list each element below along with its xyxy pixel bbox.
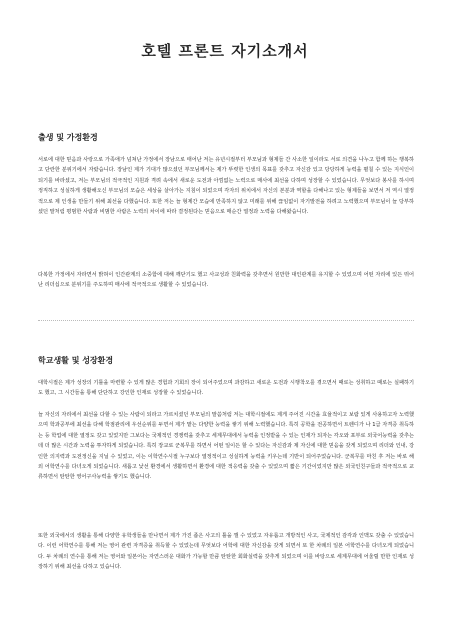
section-divider bbox=[38, 320, 414, 321]
section-paragraph: 늘 자신의 자리에서 최선을 다할 수 있는 사람이 되라고 가르치셨던 부모님의 말씀처럼 저는 대학시절에도 제게 주어진 시간을 효율적이고 보람 있게 사용하고자 노력했으며 학과공부에 최선을 다해 학점관리에 우선순위를 두면서 제가 맡는 다양한 능력을 쌓기 위해 노력했습니다. 특히 공학을 전공하면서 트렌디가 나 1급 자격증 취득하는 등 학업에 대한 열정도 갖고 있었지만 그보다는 국제적인 경쟁력을 갖추고 세계무대에서 능력을 인정받을 수 있는 인재가 되자는 각오와 포부로 외국어능력을 갖추는데 더 많은 시간과 노력을 투자하게 되었습니다. 특히 장교로 군복무를 하면서 어떤 일이든 할 수 있다는 자신감과 제 자신에 대한 믿음을 갖게 되었으며 리더와 인내, 강인한 의지력과 도전정신을 지닐 수 있었고, 이는 이학연수시절 누구보다 열정적이고 성실하게 능력을 키우는데 기반이 되어주었습니다. 군복무를 마친 후 저는 바로 해외 어학연수를 다녀오게 되었습니다. 새롭고 낯선 환경에서 생활하면서 환경에 대한 적응력을 갖출 수 있었으며 짧은 기간이었지만 많은 외국인친구들과 적극적으로 교류하면서 탄탄한 영어구사능력을 쌓기도 했습니다. bbox=[38, 412, 414, 481]
document-title: 호텔 프론트 자기소개서 bbox=[141, 42, 309, 60]
section-heading-birth-family: 출생 및 가정환경 bbox=[38, 133, 98, 142]
section-paragraph: 대학시절은 제가 성장의 기틀을 마련할 수 있게 많은 경험과 기회의 장이 되어주었으며 과감하고 새로운 도전과 시행착오를 겪으면서 때로는 성취하고 때로는 실패하기도 했고, 그 시간들을 통해 단단하고 강인한 인재로 성장할 수 있었습니다. bbox=[38, 380, 414, 397]
section-paragraph: 서로에 대한 믿음과 사랑으로 가족애가 넘쳐난 가정에서 장남으로 태어난 저는 유년시절부터 부모님과 형제들 간 사소한 일이라도 서로 의견을 나누고 함께 하는 행복하고 단란한 분위기에서 자랐습니다. 장남인 제가 기대가 많으셨던 부모님께서는 제가 뚜렷한 인생의 목표를 갖추고 자신감 있고 당당하게 능력을 펼칠 수 있는 지식인이 되기를 바라셨고, 저는 부모님의 적극적인 지원과 격려 속에서 새로운 도전과 아낌없는 노력으로 매사에 최선을 다하며 성장할 수 있었습니다. 무엇보다 봉사를 하시며 정직하고 성실하게 생활해오신 부모님의 모습은 세상을 살아가는 지침이 되었으며 각자의 위치에서 자신의 본분과 역할을 다해나고 있는 형제들을 보면서 저 역시 열정적으로 제 인생을 만들기 위해 최선을 다했습니다. 또한 저는 늘 형제간 모습에 만족하지 않고 미래를 위해 끊임없이 자기발전을 하려고 노력했으며 부모님이 늘 당부하셨던 말처럼 평범한 사람과 비범한 사람은 노력의 차이에 따라 결정된다는 믿음으로 매순간 열정과 노력을 다해왔습니다. bbox=[38, 157, 414, 216]
section-paragraph: 또한 외국에서의 생활을 통해 다양한 유학생들을 만나면서 제가 가진 좁은 사고의 틀을 깰 수 있었고 자유롭고 개방적인 사고, 국제적인 감각과 인맥도 갖출 수 있었습니다. 이런 어학연수를 통해 저는 영어 관련 자격증을 취득할 수 있었는데 무엇보다 어학에 대한 자신감을 갖게 되면서 또 한 차례의 일본 어학연수를 다녀오게 되었습니다. 두 차례의 연수를 통해 저는 영어와 일본어는 자연스러운 대화가 가능할 만큼 탄탄한 회화실력을 갖추게 되었으며 이를 바탕으로 세계무대에 어울릴 만한 인재로 성장하기 위해 최선을 다하고 있습니다. bbox=[38, 533, 414, 571]
section-paragraph: 다복한 가정에서 자라면서 밝혀이 인간관계의 소중함에 대해 깨닫기도 했고 사교성과 친화력을 갖추면서 원만한 대인관계를 유지할 수 있었으며 어떤 자리에 있든 뛰어난 리더십으로 분위기를 주도하며 매사에 적극적으로 생활할 수 있었습니다. bbox=[38, 272, 414, 289]
section-heading-school-growth: 학교생활 및 성장환경 bbox=[38, 356, 114, 365]
